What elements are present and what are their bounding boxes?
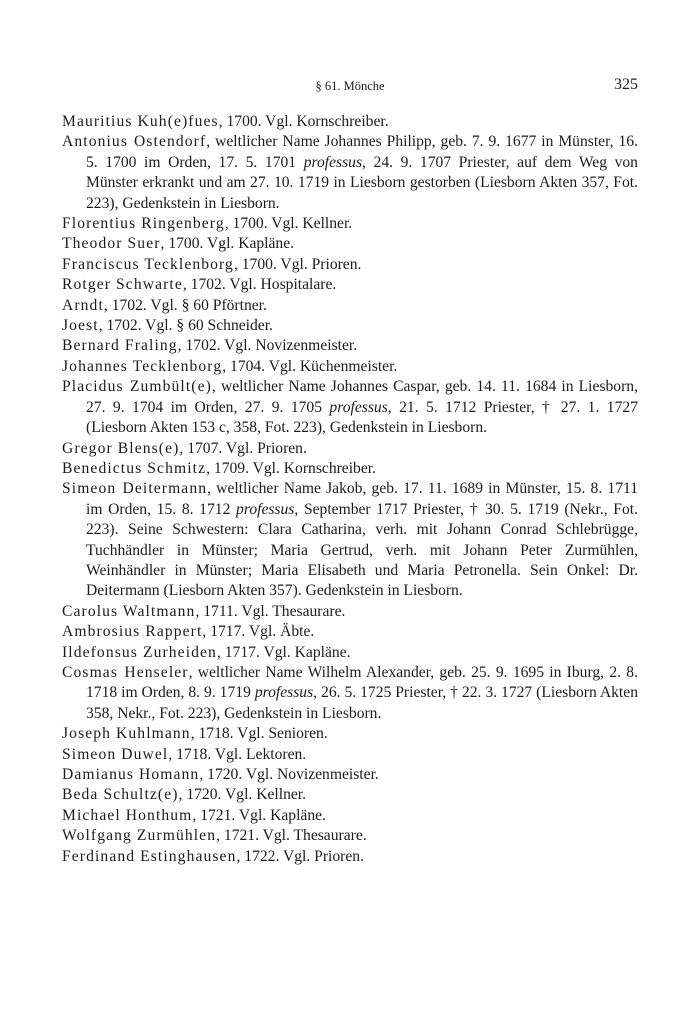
monk-name: Antonius Ostendorf [62, 133, 207, 151]
monk-details: , weltlicher Name Johannes Philipp, geb. 7. 9. 1677 in Münster, 16. 5. 1700 im Orden, 17. 5. 1701 professus, 24. 9. 1707 Priester, auf dem Weg von Münster erkrankt und am 27. 10. 1719 in Liesborn gestorben (Liesborn Akten 357, Fot. 223), Gedenkstein in Liesborn. [86, 133, 638, 212]
monk-entry [62, 847, 638, 867]
monk-details: , 1722. Vgl. Prioren. [236, 847, 364, 865]
monk-name: Joest [62, 317, 99, 335]
monk-entry [62, 357, 638, 377]
monk-name: Benedictus Schmitz [62, 459, 207, 477]
monk-entry [62, 663, 638, 724]
monk-details: , 1700. Vgl. Kellner. [224, 215, 353, 233]
monk-name: Cosmas Henseler [62, 663, 189, 681]
monk-entry [62, 806, 638, 826]
monk-entry-list [62, 112, 638, 867]
monk-entry [62, 745, 638, 765]
monk-entry [62, 336, 638, 356]
monk-name: Rotger Schwarte [62, 276, 183, 294]
monk-entry [62, 643, 638, 663]
monk-entry [62, 765, 638, 785]
monk-name: Damianus Homann [62, 766, 200, 783]
monk-entry [62, 479, 638, 601]
monk-name: Franciscus Tecklenborg [62, 255, 234, 273]
monk-details: , 1702. Vgl. Novizenmeister. [177, 337, 358, 355]
section-title: § 61. Mönche [315, 79, 385, 93]
monk-details: , 1702. Vgl. § 60 Pförtner. [103, 296, 267, 314]
monk-name: Johannes Tecklenborg [62, 357, 223, 375]
monk-details: , 1717. Vgl. Äbte. [202, 623, 315, 641]
monk-name: Arndt [62, 296, 104, 314]
monk-entry [62, 439, 638, 459]
monk-details: , 1711. Vgl. Thesaurare. [195, 602, 346, 620]
monk-entry [62, 724, 638, 744]
monk-details: , 1718. Vgl. Lektoren. [168, 745, 307, 763]
monk-details: , 1700. Vgl. Kapläne. [160, 235, 295, 253]
monk-details: , 1707. Vgl. Prioren. [179, 439, 307, 457]
monk-name: Simeon Deitermann [62, 480, 208, 498]
monk-details: , 1721. Vgl. Thesaurare. [216, 827, 367, 845]
monk-details: , 1700. Vgl. Prioren. [233, 255, 362, 273]
monk-details: , weltlicher Name Wilhelm Alexander, geb. 25. 9. 1695 in Iburg, 2. 8. 1718 im Orden, 8. 9. 1719 professus, 26. 5. 1725 Priester, † 22. 3. 1727 (Liesborn Akten 358, Nekr., Fot. 223), Gedenkstein in Liesborn. [86, 663, 638, 722]
monk-name: Simeon Duwel [62, 745, 169, 763]
monk-name: Wolfgang Zurmühlen [62, 827, 217, 845]
monk-details: , 1720. Vgl. Novizenmeister. [199, 766, 379, 783]
monk-details: , 1717. Vgl. Kapläne. [216, 643, 351, 661]
monk-entry [62, 316, 638, 336]
monk-name: Bernard Fraling [62, 337, 178, 355]
monk-details: , 1700. Vgl. Kornschreiber. [218, 113, 389, 130]
monk-details: , 1720. Vgl. Kellner. [178, 786, 307, 804]
monk-entry [62, 234, 638, 254]
monk-entry [62, 377, 638, 438]
monk-entry [62, 275, 638, 295]
monk-details: , weltlicher Name Johannes Caspar, geb. 14. 11. 1684 in Liesborn, 27. 9. 1704 im Orden, 27. 9. 1705 professus, 21. 5. 1712 Priester, † 27. 1. 1727 (Liesborn Akten 153 c, 358, Fot. 223), Gedenkstein in Liesborn. [86, 378, 638, 437]
monk-name: Ferdinand Estinghausen [62, 847, 237, 865]
monk-name: Carolus Waltmann [62, 602, 196, 620]
monk-entry [62, 214, 638, 234]
monk-details: , 1718. Vgl. Senioren. [190, 725, 328, 743]
page-number: 325 [614, 76, 638, 93]
monk-entry [62, 622, 638, 642]
monk-name: Ildefonsus Zurheiden [62, 643, 217, 661]
monk-details: , 1702. Vgl. Hospitalare. [182, 276, 337, 294]
monk-name: Michael Honthum [62, 806, 193, 824]
monk-name: Beda Schultz(e) [62, 786, 179, 804]
monk-name: Gregor Blens(e) [62, 439, 180, 457]
monk-details: , 1704. Vgl. Küchenmeister. [222, 357, 398, 375]
monk-entry [62, 296, 638, 316]
monk-entry [62, 459, 638, 479]
monk-entry [62, 602, 638, 622]
monk-name: Placidus Zumbült(e) [62, 378, 212, 396]
monk-details: , 1709. Vgl. Kornschreiber. [206, 459, 377, 477]
monk-entry [62, 826, 638, 846]
running-header [62, 76, 638, 96]
monk-name: Ambrosius Rappert [62, 623, 203, 641]
monk-name: Florentius Ringenberg [62, 215, 225, 233]
monk-name: Joseph Kuhlmann [62, 725, 191, 743]
monk-entry [62, 132, 638, 214]
monk-details: , 1721. Vgl. Kapläne. [192, 806, 326, 824]
monk-details: , weltlicher Name Jakob, geb. 17. 11. 1689 in Münster, 15. 8. 1711 im Orden, 15. 8. 1712 professus, September 1717 Priester, † 30. 5. 1719 (Nekr., Fot. 223). Seine Schwestern: Clara Catharina, verh. mit Johann Conrad Schlebrügge, Tuchhändler in Münster; Maria Gertrud, verh. mit Johann Peter Zurmühlen, Weinhändler in Münster; Maria Elisabeth und Maria Petronella. Sein Onkel: Dr. Deitermann (Liesborn Akten 357). Gedenkstein in Liesborn. [86, 480, 638, 600]
monk-details: , 1702. Vgl. § 60 Schneider. [98, 317, 273, 335]
monk-entry [62, 785, 638, 805]
monk-entry [62, 255, 638, 275]
monk-entry [62, 112, 638, 132]
monk-name: Theodor Suer [62, 235, 161, 253]
monk-name: Mauritius Kuh(e)fues [62, 113, 219, 130]
